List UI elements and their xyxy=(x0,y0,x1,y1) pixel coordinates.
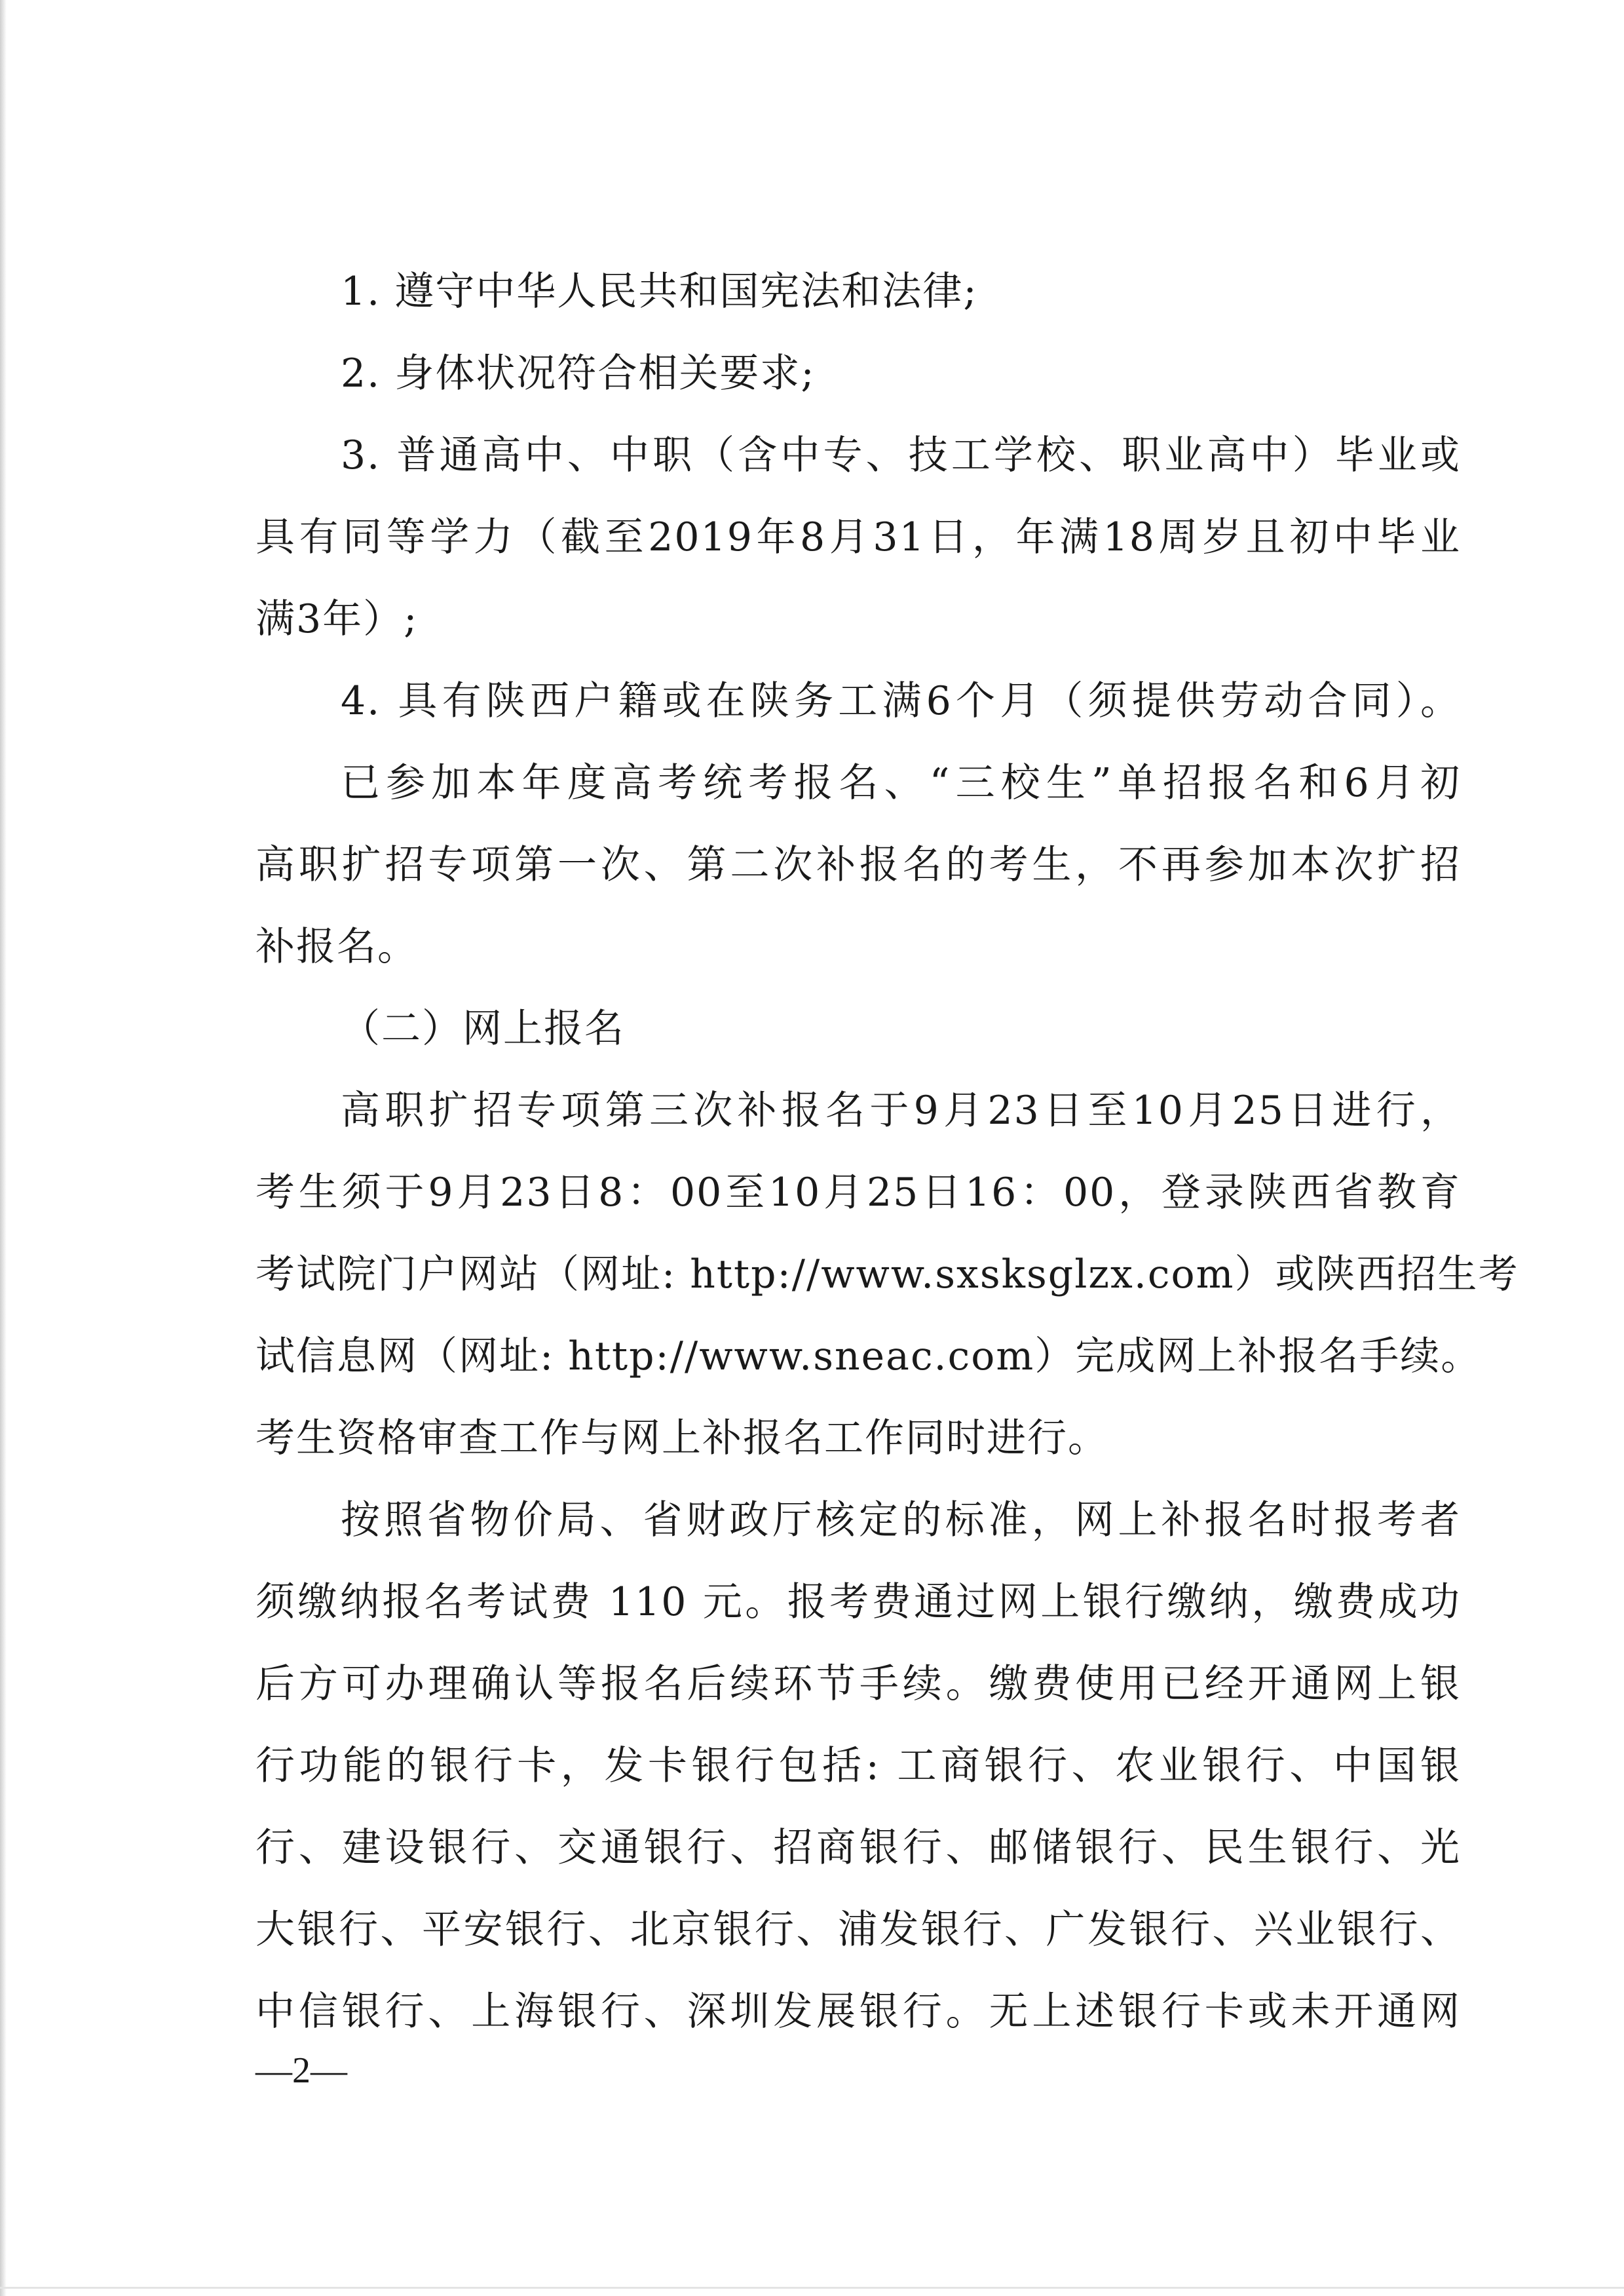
body-line: 考生须于9月23日8：00至10月25日16：00，登录陕西省教育 xyxy=(255,1170,1461,1215)
paragraph-first-line: 已参加本年度高考统考报名、“三校生”单招报名和6月初 xyxy=(341,760,1461,806)
page-number: —2— xyxy=(255,2050,347,2091)
body-line: 行功能的银行卡，发卡银行包括: 工商银行、农业银行、中国银 xyxy=(255,1743,1461,1789)
body-line: 补报名。 xyxy=(255,924,418,970)
paragraph-first-line: 按照省物价局、省财政厅核定的标准，网上补报名时报考者 xyxy=(341,1497,1461,1543)
list-item-1: 1. 遵守中华人民共和国宪法和法律; xyxy=(341,269,978,315)
body-line: 具有同等学力（截至2019年8月31日，年满18周岁且初中毕业 xyxy=(255,514,1461,560)
list-item-3: 3. 普通高中、中职（含中专、技工学校、职业高中）毕业或 xyxy=(341,432,1461,478)
paragraph-first-line: 高职扩招专项第三次补报名于9月23日至10月25日进行， xyxy=(341,1088,1461,1134)
body-line: 满3年）; xyxy=(255,596,419,642)
body-line: 行、建设银行、交通银行、招商银行、邮储银行、民生银行、光 xyxy=(255,1825,1461,1871)
body-line: 考试院门户网站（网址: http://www.sxsksglzx.com）或陕西招生考 xyxy=(255,1252,1519,1297)
body-line: 高职扩招专项第一次、第二次补报名的考生，不再参加本次扩招 xyxy=(255,842,1461,888)
body-line: 须缴纳报名考试费 110 元。报考费通过网上银行缴纳，缴费成功 xyxy=(255,1579,1461,1625)
list-item-4: 4. 具有陕西户籍或在陕务工满6个月（须提供劳动合同）。 xyxy=(341,678,1461,724)
body-line: 考生资格审查工作与网上补报名工作同时进行。 xyxy=(255,1415,1108,1461)
scan-bottom-edge xyxy=(0,2287,1624,2289)
list-item-2: 2. 身体状况符合相关要求; xyxy=(341,351,816,396)
scan-edge-shadow xyxy=(0,0,7,2296)
body-line: 中信银行、上海银行、深圳发展银行。无上述银行卡或未开通网 xyxy=(255,1989,1461,2035)
body-line: 大银行、平安银行、北京银行、浦发银行、广发银行、兴业银行、 xyxy=(255,1907,1461,1953)
body-line: 试信息网（网址: http://www.sneac.com）完成网上补报名手续。 xyxy=(255,1333,1482,1379)
body-line: 后方可办理确认等报名后续环节手续。缴费使用已经开通网上银 xyxy=(255,1661,1461,1707)
section-heading: （二）网上报名 xyxy=(341,1006,625,1052)
